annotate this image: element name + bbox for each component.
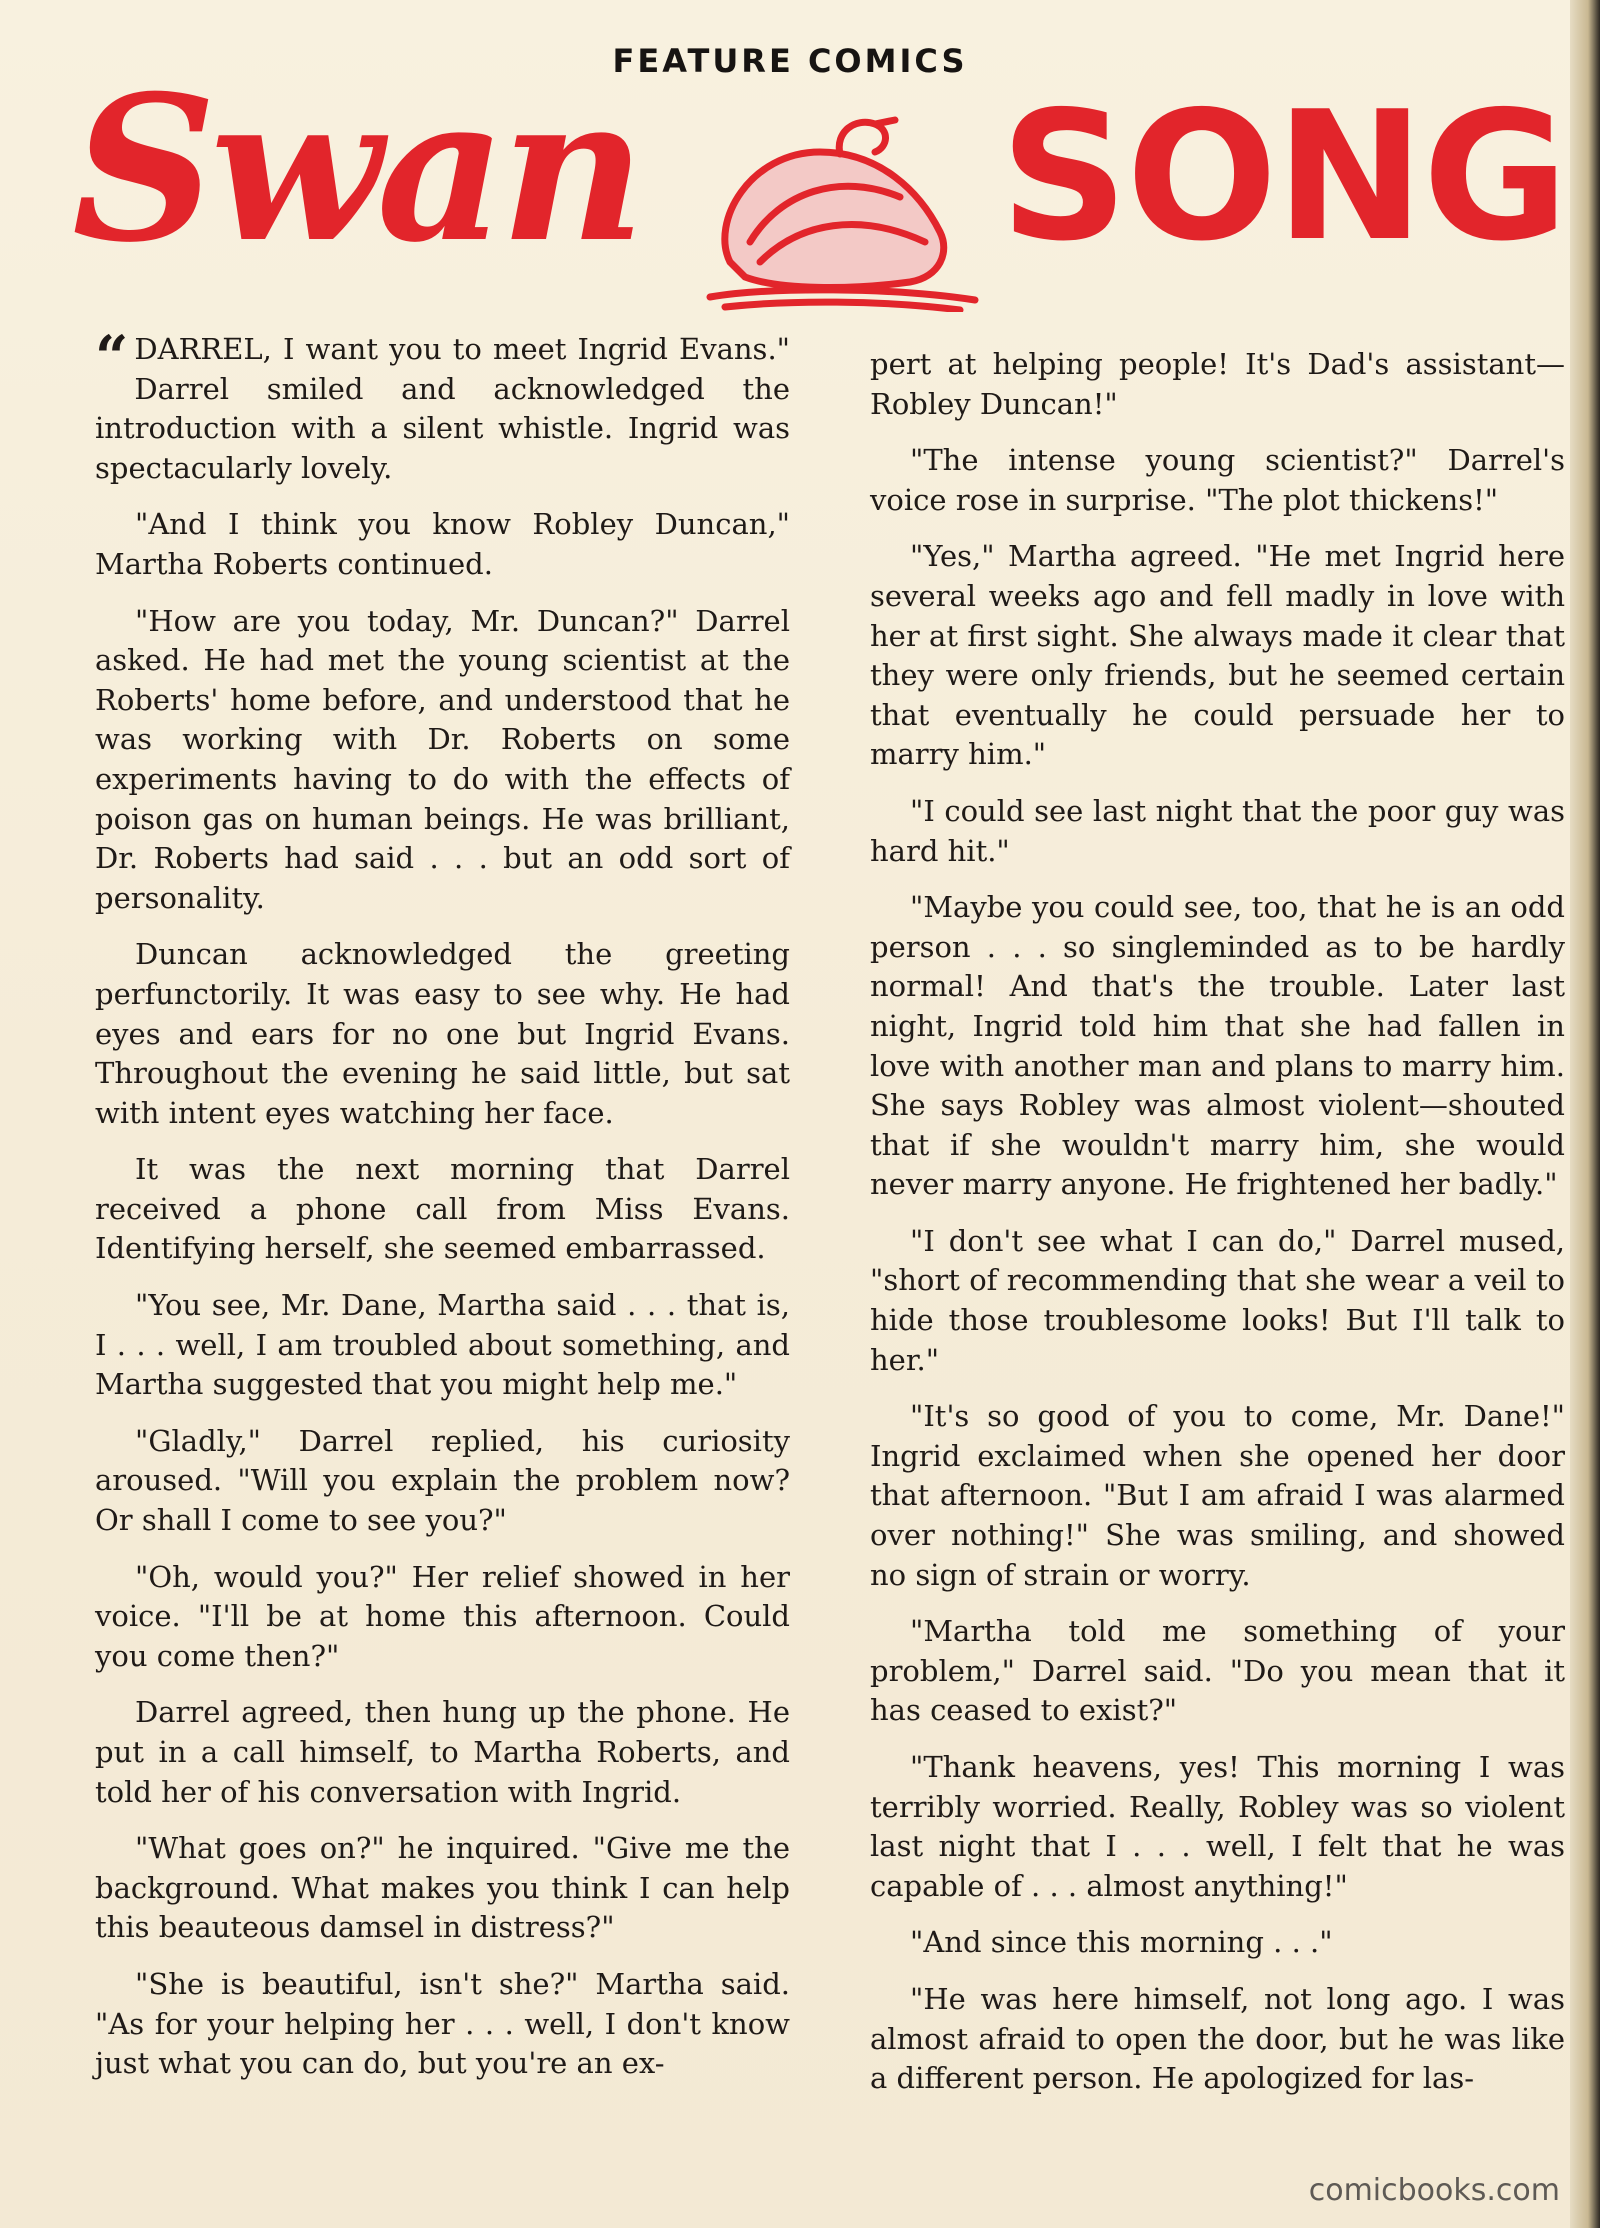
next-page-edge xyxy=(1570,0,1600,2228)
paragraph: "I don't see what I can do," Darrel mused, "short of recommending that she wear a veil to hide those troublesome looks! But I'll talk to her." xyxy=(870,1223,1565,1377)
paragraph: "Gladly," Darrel replied, his curiosity aroused. "Will you explain the problem now? Or shall I come to see you?" xyxy=(95,1423,790,1538)
left-column xyxy=(95,323,790,2101)
paragraph: "Yes," Martha agreed. "He met Ingrid here several weeks ago and fell madly in love with her at first sight. She always made it clear that they were only friends, but he seemed certain that eventually he could persuade her to marry him." xyxy=(870,539,1565,772)
paragraph: pert at helping people! It's Dad's assistant—Robley Duncan!" xyxy=(870,347,1565,421)
paragraph: "Thank heavens, yes! This morning I was terribly worried. Really, Robley was so violent last night that I . . . well, I felt that he was capable of . . . almost anything!" xyxy=(870,1750,1565,1903)
swan-icon xyxy=(690,112,990,312)
paragraph: "What goes on?" he inquired. "Give me the background. What makes you think I can help this beauteous damsel in distress?" xyxy=(95,1831,790,1945)
drop-quote-icon: “ xyxy=(95,323,129,391)
paragraph: "She is beautiful, isn't she?" Martha said. "As for your helping her . . . well, I don't know just what you can do, but you're an ex- xyxy=(95,1966,790,2081)
title-swan: Swan xyxy=(72,52,640,287)
paragraph: Darrel agreed, then hung up the phone. He put in a call himself, to Martha Roberts, and told her of his conversation with Ingrid. xyxy=(95,1695,790,1809)
watermark: comicbooks.com xyxy=(1308,2173,1560,2208)
paragraph: "You see, Mr. Dane, Martha said . . . that is, I . . . well, I am troubled about something, and Martha suggested that you might help me." xyxy=(95,1288,790,1402)
paragraph: “ DARREL, I want you to meet Ingrid Evans." Darrel smiled and acknowledged the introduction with a silent whistle. Ingrid was spectacularly lovely. xyxy=(95,323,790,485)
paragraph: "The intense young scientist?" Darrel's voice rose in surprise. "The plot thickens!" xyxy=(870,443,1565,517)
paragraph: "Maybe you could see, too, that he is an odd person . . . so singleminded as to be hardly normal! And that's the trouble. Later last night, Ingrid told him that she had fallen in love with another man and plans to marry him. She says Robley was almost violent—shouted that if she wouldn't marry him, she would never marry anyone. He frightened her badly." xyxy=(870,890,1565,1202)
paragraph: "Oh, would you?" Her relief showed in her voice. "I'll be at home this afternoon. Could you come then?" xyxy=(95,1559,790,1673)
paragraph: It was the next morning that Darrel received a phone call from Miss Evans. Identifying herself, she seemed embarrassed. xyxy=(95,1152,790,1266)
paragraph: "He was here himself, not long ago. I was almost afraid to open the door, but he was like a different person. He apologized for las- xyxy=(870,1981,1565,2096)
paragraph: "Martha told me something of your problem," Darrel said. "Do you mean that it has ceased to exist?" xyxy=(870,1614,1565,1728)
title-song: SONG xyxy=(1000,73,1567,280)
paragraph: "It's so good of you to come, Mr. Dane!" Ingrid exclaimed when she opened her door that afternoon. "But I am afraid I was alarmed over nothing!" She was smiling, and showed no sign of strain or worry. xyxy=(870,1399,1565,1592)
paragraph: "And since this morning . . ." xyxy=(910,1925,1333,1960)
right-column xyxy=(870,345,1565,2116)
paragraph: "And I think you know Robley Duncan," Martha Roberts continued. xyxy=(95,507,790,581)
masthead: FEATURE COMICS xyxy=(612,42,968,80)
paragraph: Duncan acknowledged the greeting perfunctorily. It was easy to see why. He had eyes and ears for no one but Ingrid Evans. Throughout the evening he said little, but sat with intent eyes watching her face. xyxy=(95,937,790,1130)
paragraph: "I could see last night that the poor guy was hard hit." xyxy=(870,793,1565,868)
paragraph: "How are you today, Mr. Duncan?" Darrel asked. He had met the young scientist at the Roberts' home before, and understood that he was working with Dr. Roberts on some experiments having to do with the effects of poison gas on human beings. He was brilliant, Dr. Roberts had said . . . but an odd sort of personality. xyxy=(95,603,790,915)
